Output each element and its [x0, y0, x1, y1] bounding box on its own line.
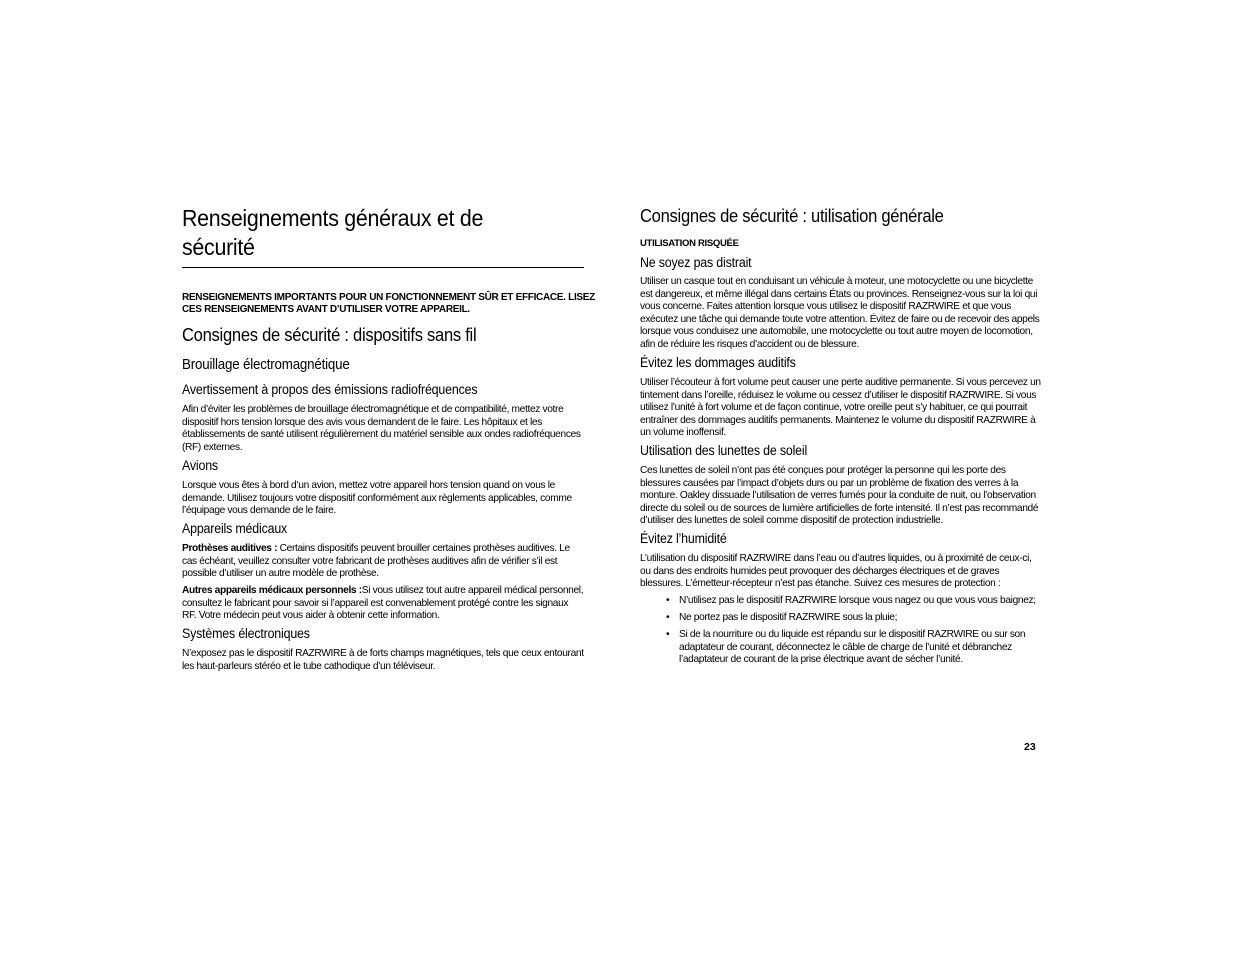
- other-medical-label: Autres appareils médicaux personnels :: [182, 585, 362, 596]
- sunglasses-heading: Utilisation des lunettes de soleil: [640, 443, 808, 458]
- page-title-line-2: sécurité: [182, 234, 255, 260]
- sunglasses-text: Ces lunettes de soleil n’ont pas été conçues pour protéger la personne qui les porte des blessures causées par l’impact d’objets durs ou par un problème de fixation des verres à la monture. Oakley dissuade l’utilisation de verres fumés pour la conduite de nuit, ou l’observation directe du soleil ou de sources de lumière artificielles de forte intensité. Il n’est pas recommandé d’utiliser des lunettes de soleil comme dispositif de protection industrielle.: [640, 465, 1039, 526]
- list-item: [664, 595, 1041, 608]
- list-item-text: N’utilisez pas le dispositif RAZRWIRE lorsque vous nagez ou que vous vous baignez;: [679, 595, 1036, 606]
- hearing-aids-paragraph: [182, 543, 584, 581]
- aircraft-heading: Avions: [182, 458, 218, 473]
- bullet-glyph: •: [666, 612, 670, 623]
- other-medical-paragraph: [182, 585, 584, 623]
- hearing-aids-text: Certains dispositifs peuvent brouiller certaines prothèses auditives. Le cas échéant, veuillez consulter votre fabricant de prothèses auditives afin de vérifier s’il est possible d’utiliser un autre modèle de prothèse.: [182, 543, 570, 579]
- protection-measures-list: [664, 595, 1041, 671]
- electronic-systems-text: N’exposez pas le dispositif RAZRWIRE à de forts champs magnétiques, tels que ceux entourant les haut-parleurs stéréo et le tube cathodique d’un téléviseur.: [182, 648, 584, 672]
- other-medical-text: Si vous utilisez tout autre appareil médical personnel, consultez le fabricant pour savoir si l’appareil est convenablement protégé contre les signaux RF. Votre médecin peut vous aider à obtenir cette information.: [182, 585, 584, 621]
- humidity-heading: Évitez l’humidité: [640, 531, 727, 546]
- emi-heading: Brouillage électromagnétique: [182, 357, 350, 373]
- list-item: [664, 612, 1041, 625]
- risky-use-label: UTILISATION RISQUÉE: [640, 238, 739, 249]
- list-item-text: Si de la nourriture ou du liquide est répandu sur le dispositif RAZRWIRE ou sur son adaptateur de courant, déconnectez le câble de charge de l’unité et débranchez l’adaptateur de courant de la prise électrique avant de sécher l’unité.: [679, 629, 1026, 665]
- general-use-heading: Consignes de sécurité : utilisation générale: [640, 206, 944, 226]
- page-number: 23: [1024, 741, 1036, 753]
- medical-devices-heading: Appareils médicaux: [182, 521, 288, 536]
- distraction-heading: Ne soyez pas distrait: [640, 255, 752, 270]
- hearing-damage-text: Utiliser l’écouteur à fort volume peut causer une perte auditive permanente. Si vous percevez un tintement dans l’oreille, réduisez le volume ou cessez d’utiliser le dispositif RAZRWIRE. Si vous utilisez l’unité à fort volume et de façon continue, votre oreille peut s’y habituer, ce qui pourrait entraîner des dommages auditifs permanents. Maintenez le volume du dispositif RAZRWIRE à un volume inoffensif.: [640, 377, 1041, 438]
- humidity-text: L’utilisation du dispositif RAZRWIRE dans l’eau ou d’autres liquides, ou à proximité de ceux-ci, ou dans des endroits humides peut provoquer des décharges électriques et de graves blessures. L’émetteur-récepteur n’est pas étanche. Suivez ces mesures de protection :: [640, 553, 1032, 589]
- bullet-glyph: •: [666, 629, 670, 640]
- list-item: [664, 629, 1041, 667]
- hearing-damage-heading: Évitez les dommages auditifs: [640, 355, 796, 370]
- title-divider: [182, 267, 584, 268]
- list-item-text: Ne portez pas le dispositif RAZRWIRE sous la pluie;: [679, 612, 898, 623]
- distraction-text: Utiliser un casque tout en conduisant un véhicule à moteur, une motocyclette ou une bicyclette est dangereux, et même illégal dans certains États ou provinces. Renseignez-vous sur la loi qui vous concerne. Faites attention lorsque vous utilisez le dispositif RAZRWIRE et que vous exécutez une tâche qui demande toute votre attention. Évitez de faire ou de recevoir des appels lorsque vous conduisez une automobile, une motocyclette ou tout autre moyen de locomotion, afin de réduire les risques d’accident ou de blessure.: [640, 276, 1040, 350]
- important-notice-line-2: CES RENSEIGNEMENTS AVANT D’UTILISER VOTRE APPAREIL.: [182, 304, 470, 315]
- bullet-glyph: •: [666, 595, 670, 606]
- page-title-line-1: Renseignements généraux et de: [182, 205, 484, 231]
- electronic-systems-heading: Systèmes électroniques: [182, 626, 310, 641]
- rf-warning-heading: Avertissement à propos des émissions radiofréquences: [182, 382, 478, 397]
- wireless-safety-heading: Consignes de sécurité : dispositifs sans fil: [182, 325, 477, 345]
- important-notice-line-1: RENSEIGNEMENTS IMPORTANTS POUR UN FONCTIONNEMENT SÛR ET EFFICACE. LISEZ: [182, 292, 595, 303]
- aircraft-text: Lorsque vous êtes à bord d’un avion, mettez votre appareil hors tension quand on vous le demande. Utilisez toujours votre dispositif conformément aux règlements applicables, comme l’équipage vous demande de le faire.: [182, 480, 572, 516]
- hearing-aids-label: Prothèses auditives :: [182, 543, 278, 554]
- rf-warning-text: Afin d’éviter les problèmes de brouillage électromagnétique et de compatibilité, mettez votre dispositif hors tension lorsque des avis vous demandent de le faire. Les hôpitaux et les établissements de santé utilisent régulièrement du matériel sensible aux ondes radiofréquences (RF) externes.: [182, 404, 581, 453]
